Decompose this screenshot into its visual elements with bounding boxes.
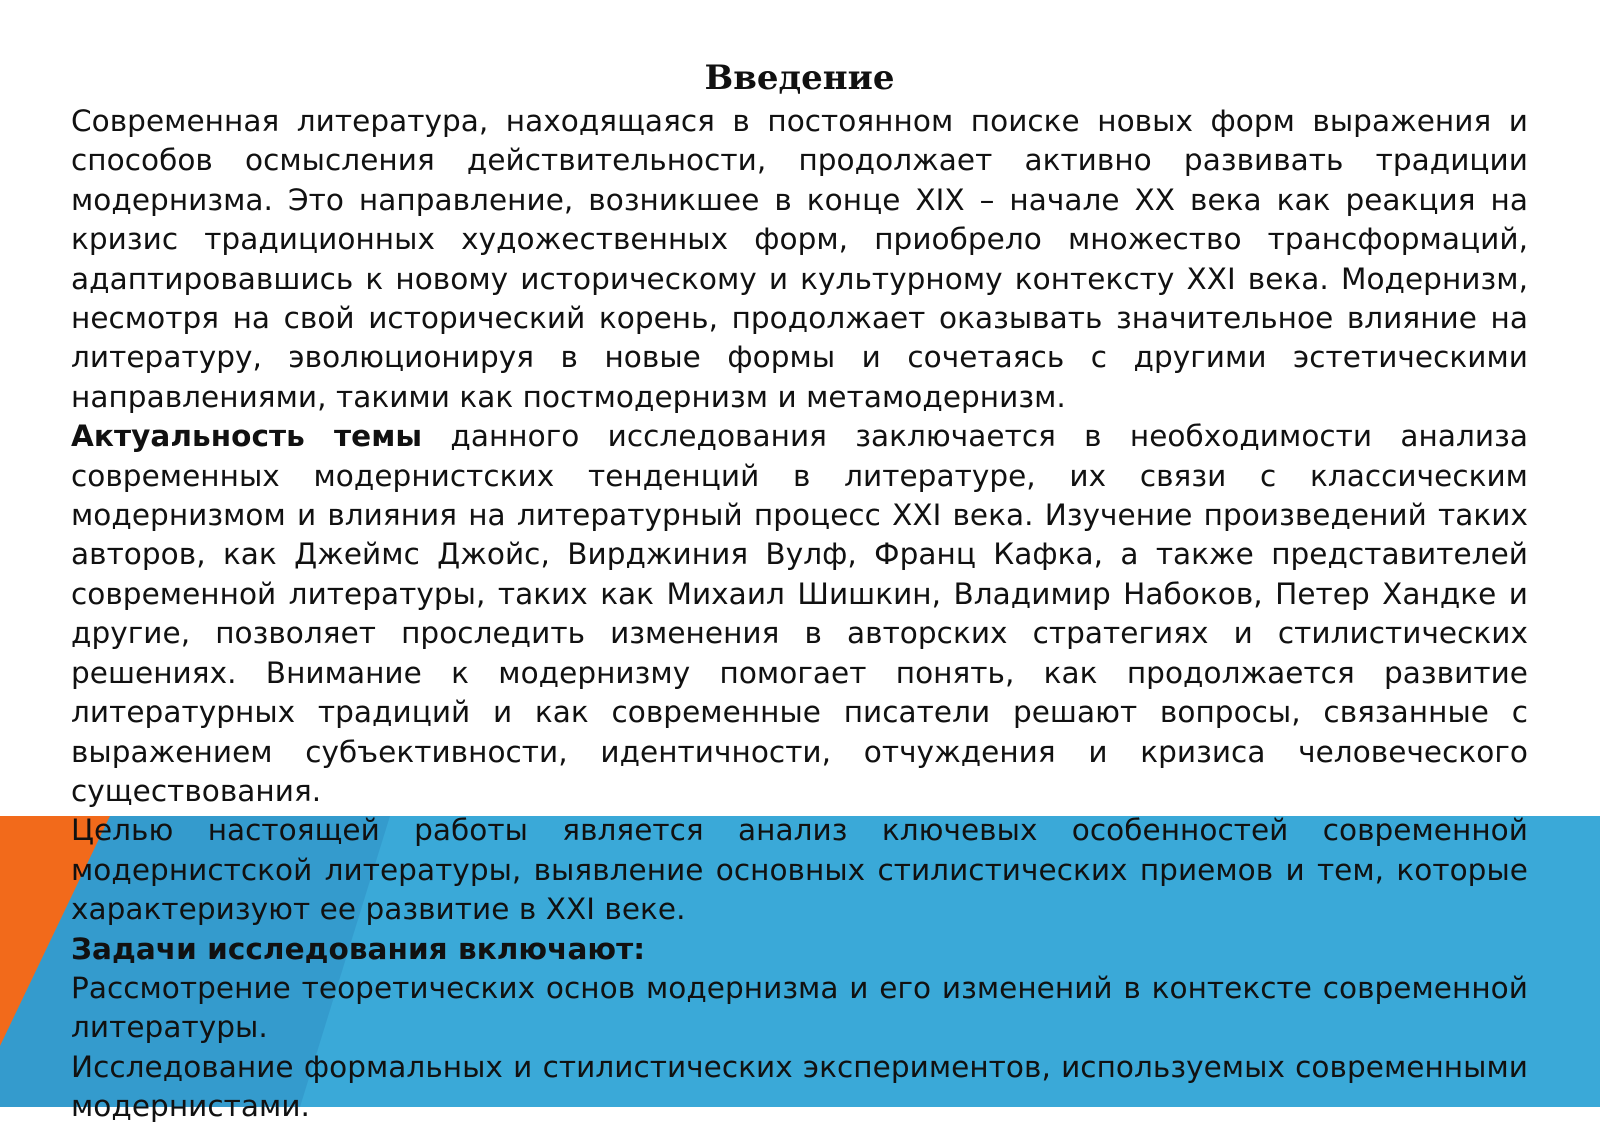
document-title: Введение [704,58,895,98]
tasks-heading: Задачи исследования включают: [71,931,646,966]
paragraph-goal [71,811,1528,929]
paragraph-task-1 [71,969,1528,1048]
paragraph-text: Исследование формальных и стилистических экспериментов, используемых современными модернистами. [71,1049,1528,1124]
paragraph-relevance [71,417,1528,811]
paragraph-tasks-heading [71,930,1528,969]
relevance-heading: Актуальность темы [71,419,423,454]
document-body [71,54,1528,1127]
paragraph-text: Рассмотрение теоретических основ модернизма и его изменений в контексте современной литературы. [71,970,1528,1045]
paragraph-text: Целью настоящей работы является анализ ключевых особенностей современной модернистской литературы, выявление основных стилистических приемов и тем, которые характеризуют ее развитие в XXI веке. [71,813,1528,927]
paragraph-task-2 [71,1048,1528,1127]
paragraph-text: Современная литература, находящаяся в постоянном поиске новых форм выражения и способов осмысления действительности, продолжает активно развивать традиции модернизма. Это направление, возникшее в конце XIX – начале XX века как реакция на кризис традиционных художественных форм, приобрело множество трансформаций, адаптировавшись к новому историческому и культурному контексту XXI века. Модернизм, несмотря на свой исторический корень, продолжает оказывать значительное влияние на литературу, эволюционируя в новые формы и сочетаясь с другими эстетическими направлениями, такими как постмодернизм и метамодернизм. [71,104,1528,414]
paragraph-intro [71,102,1528,417]
paragraph-text: данного исследования заключается в необходимости анализа современных модернистских тенденций в литературе, их связи с классическим модернизмом и влияния на литературный процесс XXI века. Изучение произведений таких авторов, как Джеймс Джойс, Вирджиния Вулф, Франц Кафка, а также представителей современной литературы, таких как Михаил Шишкин, Владимир Набоков, Петер Хандке и другие, позволяет проследить изменения в авторских стратегиях и стилистических решениях. Внимание к модернизму помогает понять, как продолжается развитие литературных традиций и как современные писатели решают вопросы, связанные с выражением субъективности, идентичности, отчуждения и кризиса человеческого существования. [71,419,1528,808]
